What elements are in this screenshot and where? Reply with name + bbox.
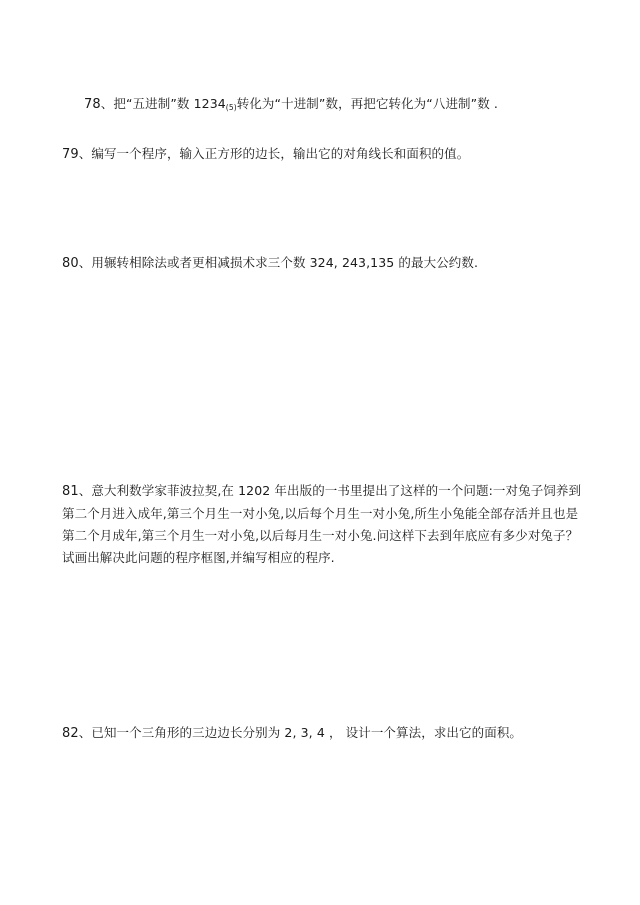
question-text-continued: 转化为“十进制”数，再把它转化为“八进制”数 .: [236, 96, 498, 111]
question-separator: 、: [78, 725, 92, 740]
question-78: [84, 93, 584, 116]
question-80: [62, 252, 582, 275]
question-number: 79: [62, 147, 79, 162]
question-text: 用辗转相除法或者更相减损术求三个数 324, 243,135 的最大公约数.: [91, 255, 479, 270]
question-text: 把“五进制”数 1234: [113, 96, 226, 111]
question-text: 已知一个三角形的三边边长分别为 2, 3, 4 ， 设计一个算法，求出它的面积。: [91, 725, 523, 740]
question-79: [62, 143, 582, 166]
question-separator: 、: [78, 146, 92, 161]
question-separator: 、: [78, 255, 92, 270]
question-separator: 、: [78, 483, 92, 498]
question-81: [62, 480, 584, 569]
question-number: 80: [62, 256, 79, 271]
question-82: [62, 722, 582, 745]
question-number: 78: [84, 97, 101, 112]
question-text: 编写一个程序，输入正方形的边长，输出它的对角线长和面积的值。: [91, 146, 470, 161]
question-number: 81: [62, 484, 79, 499]
question-number: 82: [62, 726, 79, 741]
question-text: 意大利数学家菲波拉契,在 1202 年出版的一书里提出了这样的一个问题:一对兔子饲养到第二个月进入成年,第三个月生一对小兔,以后每个月生一对小兔,所生小兔能全部存活并且也是第二个月成年,第三个月生一对小兔,以后每月生一对小兔.问这样下去到年底应有多少对兔子？试画出解决此问题的程序框图,并编写相应的程序.: [62, 483, 582, 565]
question-separator: 、: [100, 96, 114, 111]
base-subscript: (5): [225, 103, 237, 112]
